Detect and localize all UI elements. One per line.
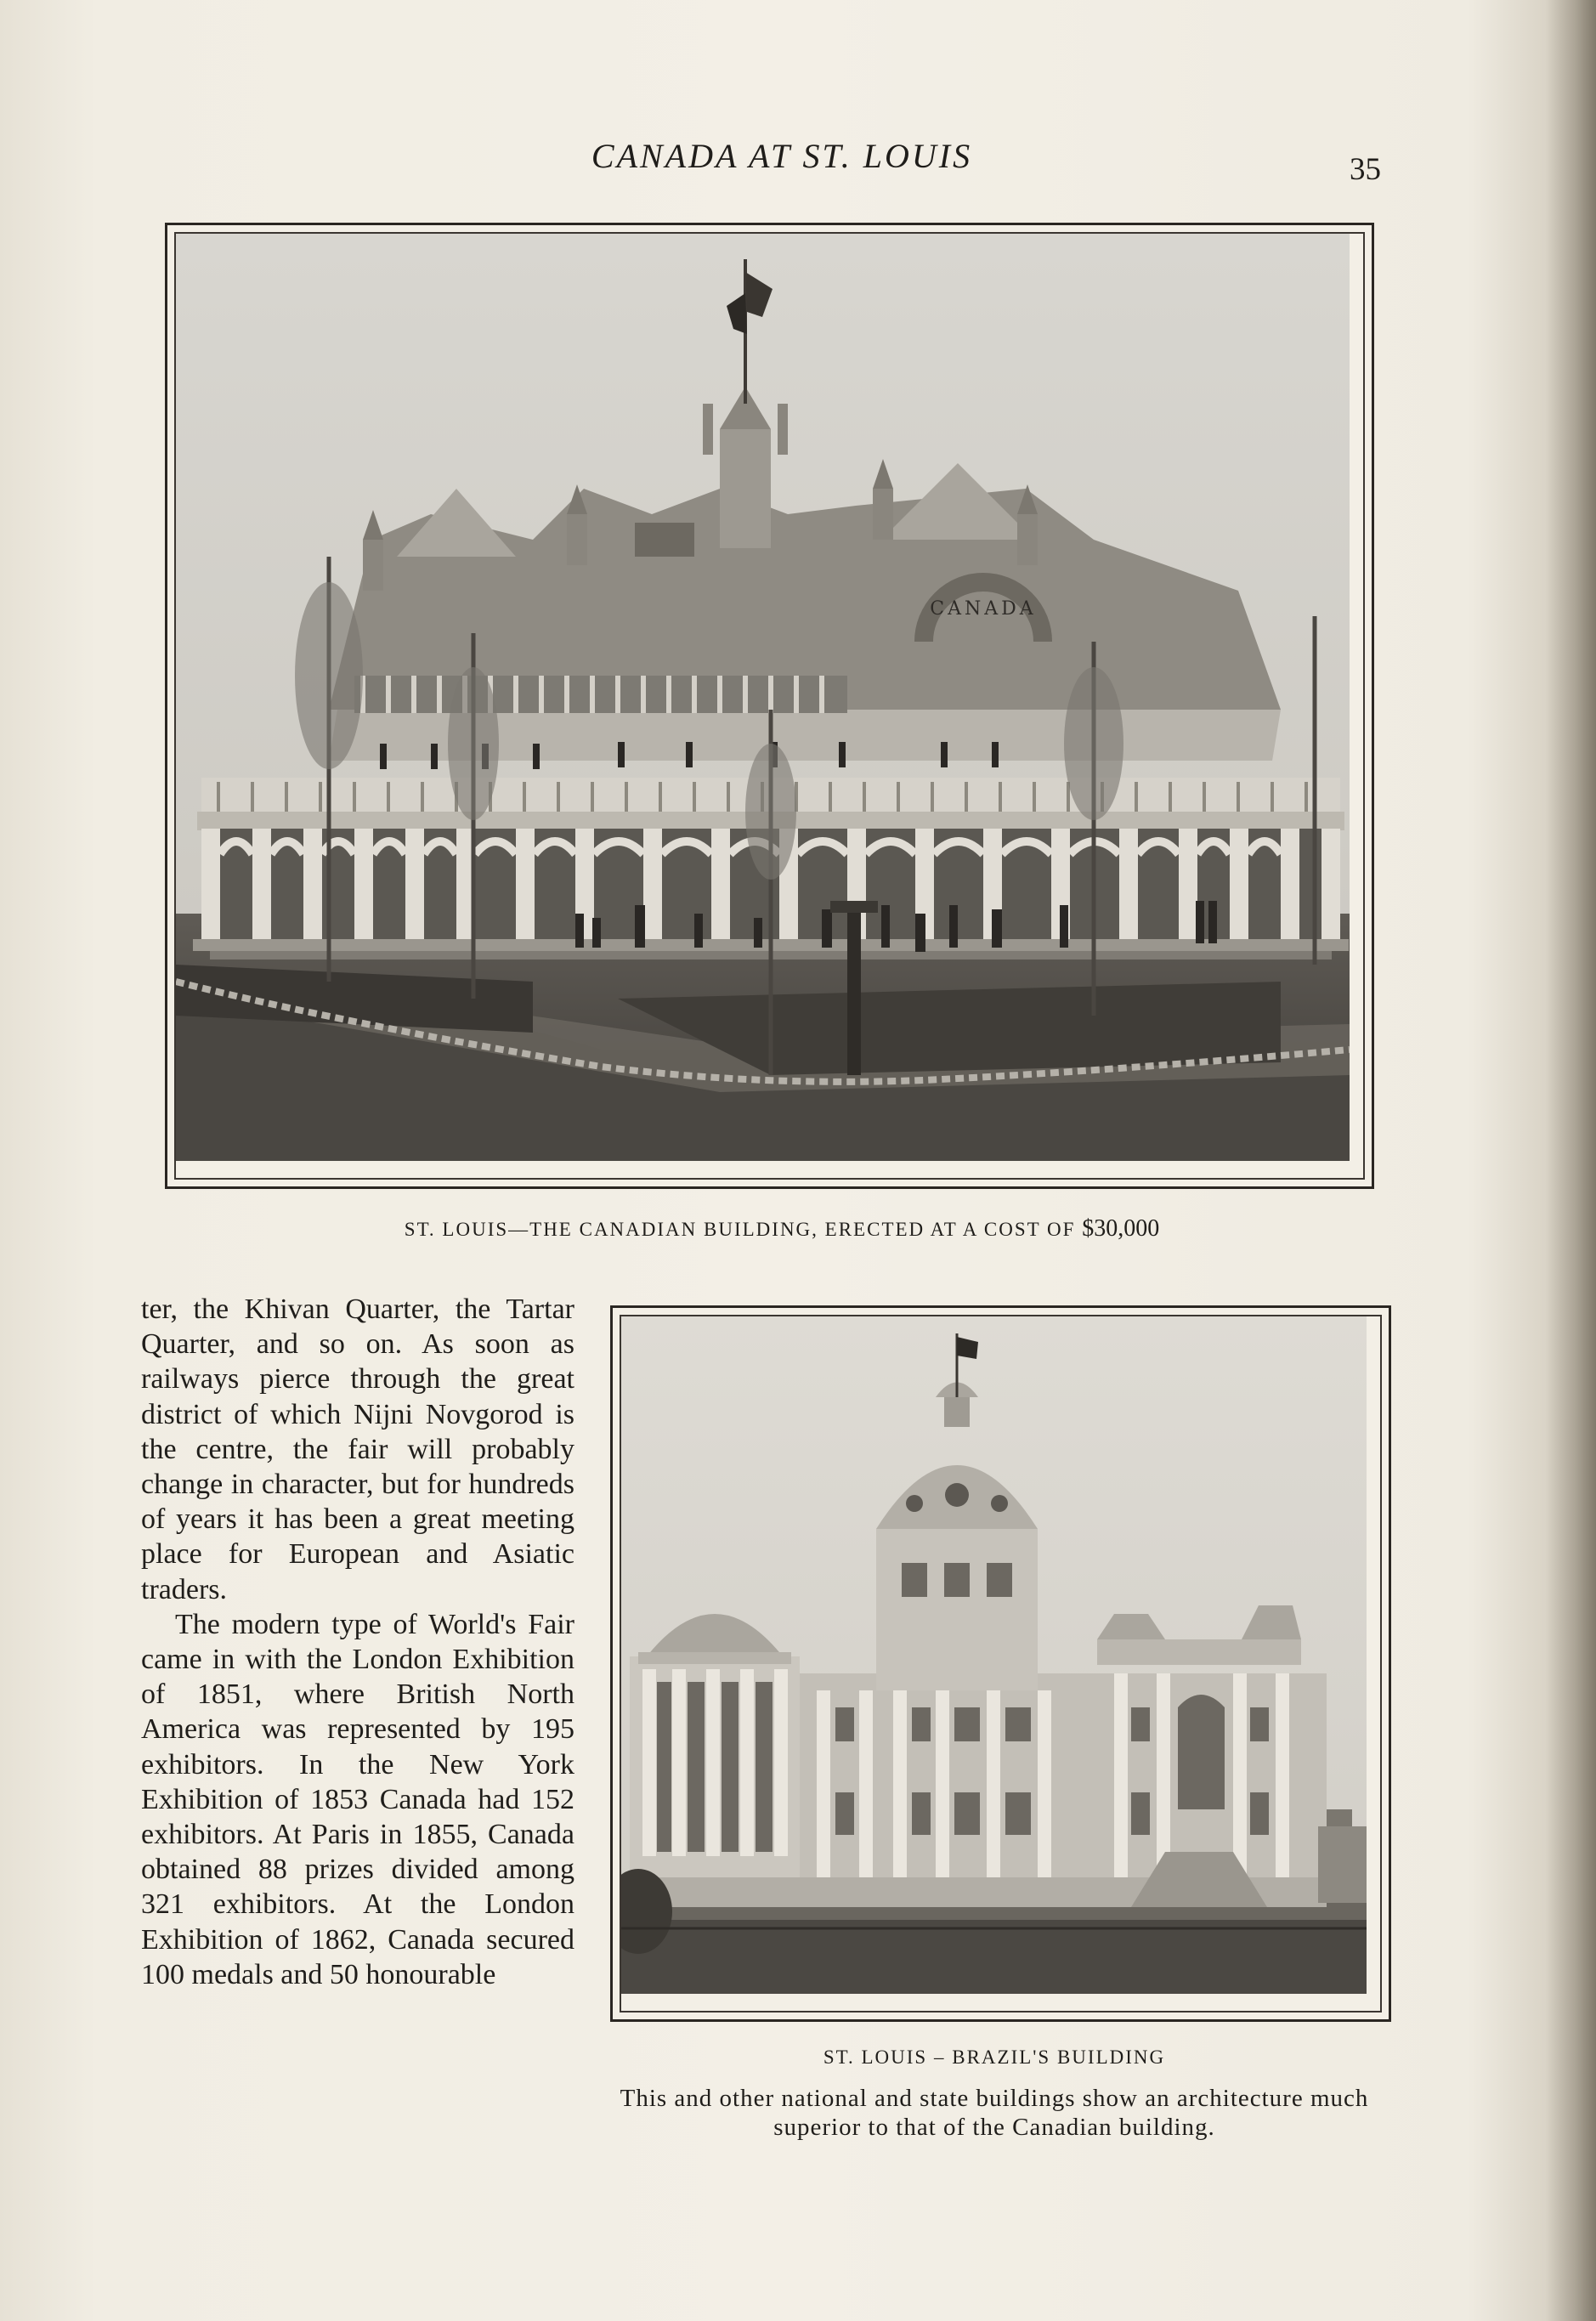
figure1-caption [0, 1215, 1564, 1243]
brazil-building-illustration [621, 1316, 1367, 1994]
body-text-column [141, 1292, 574, 1992]
figure2-caption-title: ST. LOUIS – BRAZIL'S BUILDING [823, 2046, 1166, 2068]
canada-sign-text: CANADA [930, 598, 1037, 620]
canadian-building-illustration [176, 234, 1350, 1161]
brazil-building-photo [610, 1305, 1391, 2022]
page-number: 35 [1350, 152, 1381, 187]
canadian-building-photo [165, 223, 1374, 1189]
body-paragraph-2: The modern type of World's Fair came in with the London Exhibition of 1851, where British North America was represented by 195 exhibitors. In the New York Exhibition of 1853 Canada had 152 exhibitors. At Paris in 1855, Canada obtained 88 prizes divided among 321 exhibitors. At the London Exhibition of 1862, Canada secured 100 medals and 50 honourable [141, 1608, 574, 1990]
figure1-caption-amount: $30,000 [1082, 1215, 1160, 1242]
body-paragraph-1: ter, the Khivan Quarter, the Tartar Quarter, and so on. As soon as railways pierce through the great district of which Nijni Novgorod is the centre, the fair will probably change in character, but for hundreds of years it has been a great meeting place for European and Asiatic traders. [141, 1294, 574, 1605]
running-title: CANADA AT ST. LOUIS [591, 137, 973, 175]
figure1-caption-text: ST. LOUIS—THE CANADIAN BUILDING, ERECTED AT A COST OF [404, 1219, 1076, 1240]
figure2-caption-text: This and other national and state buildings show an architecture much superior to that of the Canadian building. [620, 2085, 1369, 2141]
page-edge-shadow [1545, 0, 1596, 2321]
